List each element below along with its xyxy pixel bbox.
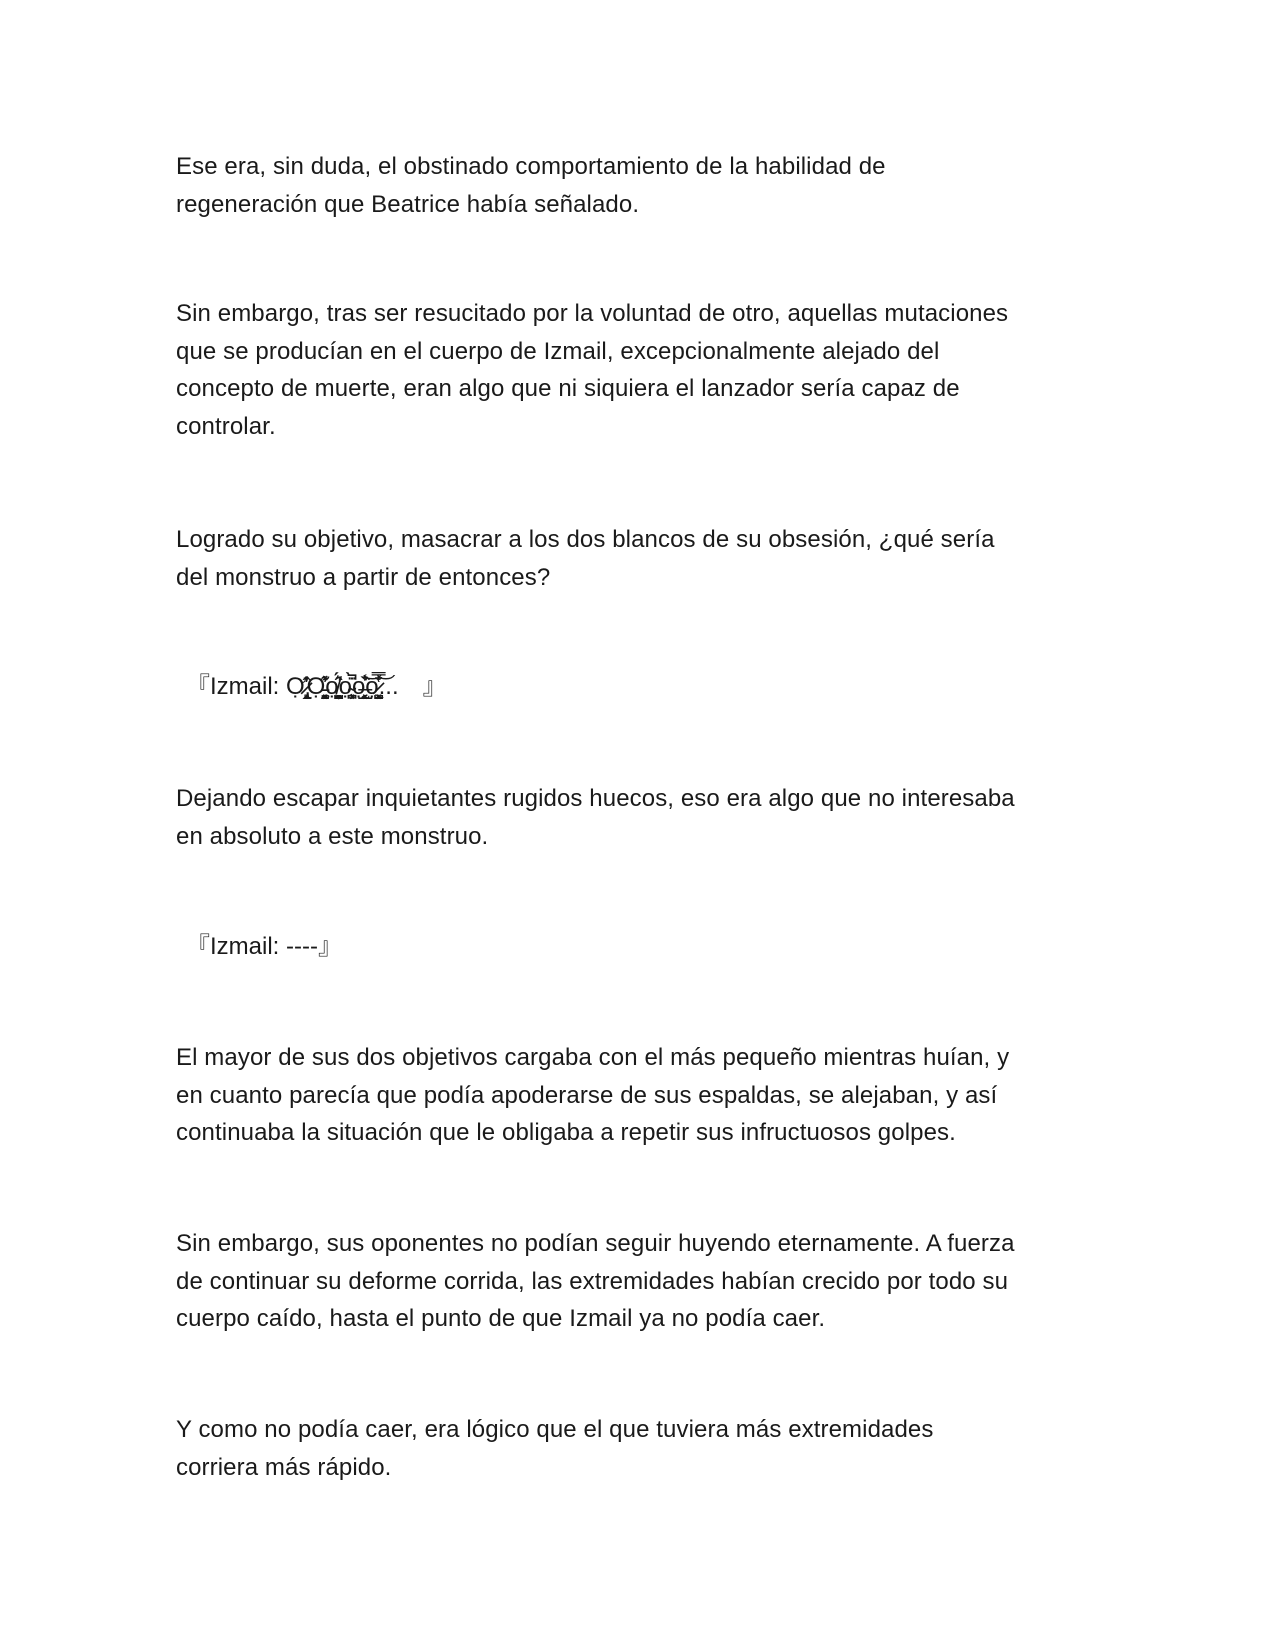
text-line: Sin embargo, sus oponentes no podían seguir huyendo eternamente. A fuerza [176,1230,1015,1257]
paragraph [176,295,1106,445]
text-line: regeneración que Beatrice había señalado. [176,190,640,218]
paragraph [176,780,1106,855]
paragraph [176,148,1106,223]
text-line: Logrado su objetivo, masacrar a los dos blancos de su obsesión, ¿qué sería [176,526,995,553]
text-line: que se producían en el cuerpo de Izmail, excepcionalmente alejado del [176,337,940,365]
text-line: corriera más rápido. [176,1453,392,1481]
paragraph [176,521,1106,596]
text-line: Ese era, sin duda, el obstinado comportamiento de la habilidad de [176,153,886,180]
text-line: Dejando escapar inquietantes rugidos huecos, eso era algo que no interesaba [176,785,1015,812]
text-line: cuerpo caído, hasta el punto de que Izmail ya no podía caer. [176,1305,826,1332]
text-line: El mayor de sus dos objetivos cargaba con el más pequeño mientras huían, y [176,1044,1010,1071]
paragraph [176,1411,1106,1486]
paragraph [176,1225,1106,1338]
paragraph [176,1039,1106,1152]
text-line: concepto de muerte, eran algo que ni siquiera el lanzador sería capaz de [176,375,960,402]
dialogue-line: 『Izmail: ----』 [186,933,342,960]
text-line: continuaba la situación que le obligaba a repetir sus infructuosos golpes. [176,1119,956,1146]
dialogue-line: 『Izmail: Ợ̷̢̗̻̭̟̭̂̍̓̕Ọ̵͓̰̟̜̳͂̽͗̕ọ̸͉̺̠̞̼͛̂́̑ọ̴̧̫͓̪̫̇̈̀̚ọ̶̰͓̖̩̲̏̾͛͝ọ̷̤͓̹̺͖̔̿̆͝... 』 [186,673,447,700]
text-line: de continuar su deforme corrida, las extremidades habían crecido por todo su [176,1267,1009,1295]
text-line: en absoluto a este monstruo. [176,822,489,850]
text-line: Y como no podía caer, era lógico que el que tuviera más extremidades [176,1416,934,1443]
text-line: en cuanto parecía que podía apoderarse de sus espaldas, se alejaban, y así [176,1081,998,1109]
text-line: Sin embargo, tras ser resucitado por la voluntad de otro, aquellas mutaciones [176,300,1009,327]
text-line: del monstruo a partir de entonces? [176,563,551,591]
text-line: controlar. [176,412,276,440]
